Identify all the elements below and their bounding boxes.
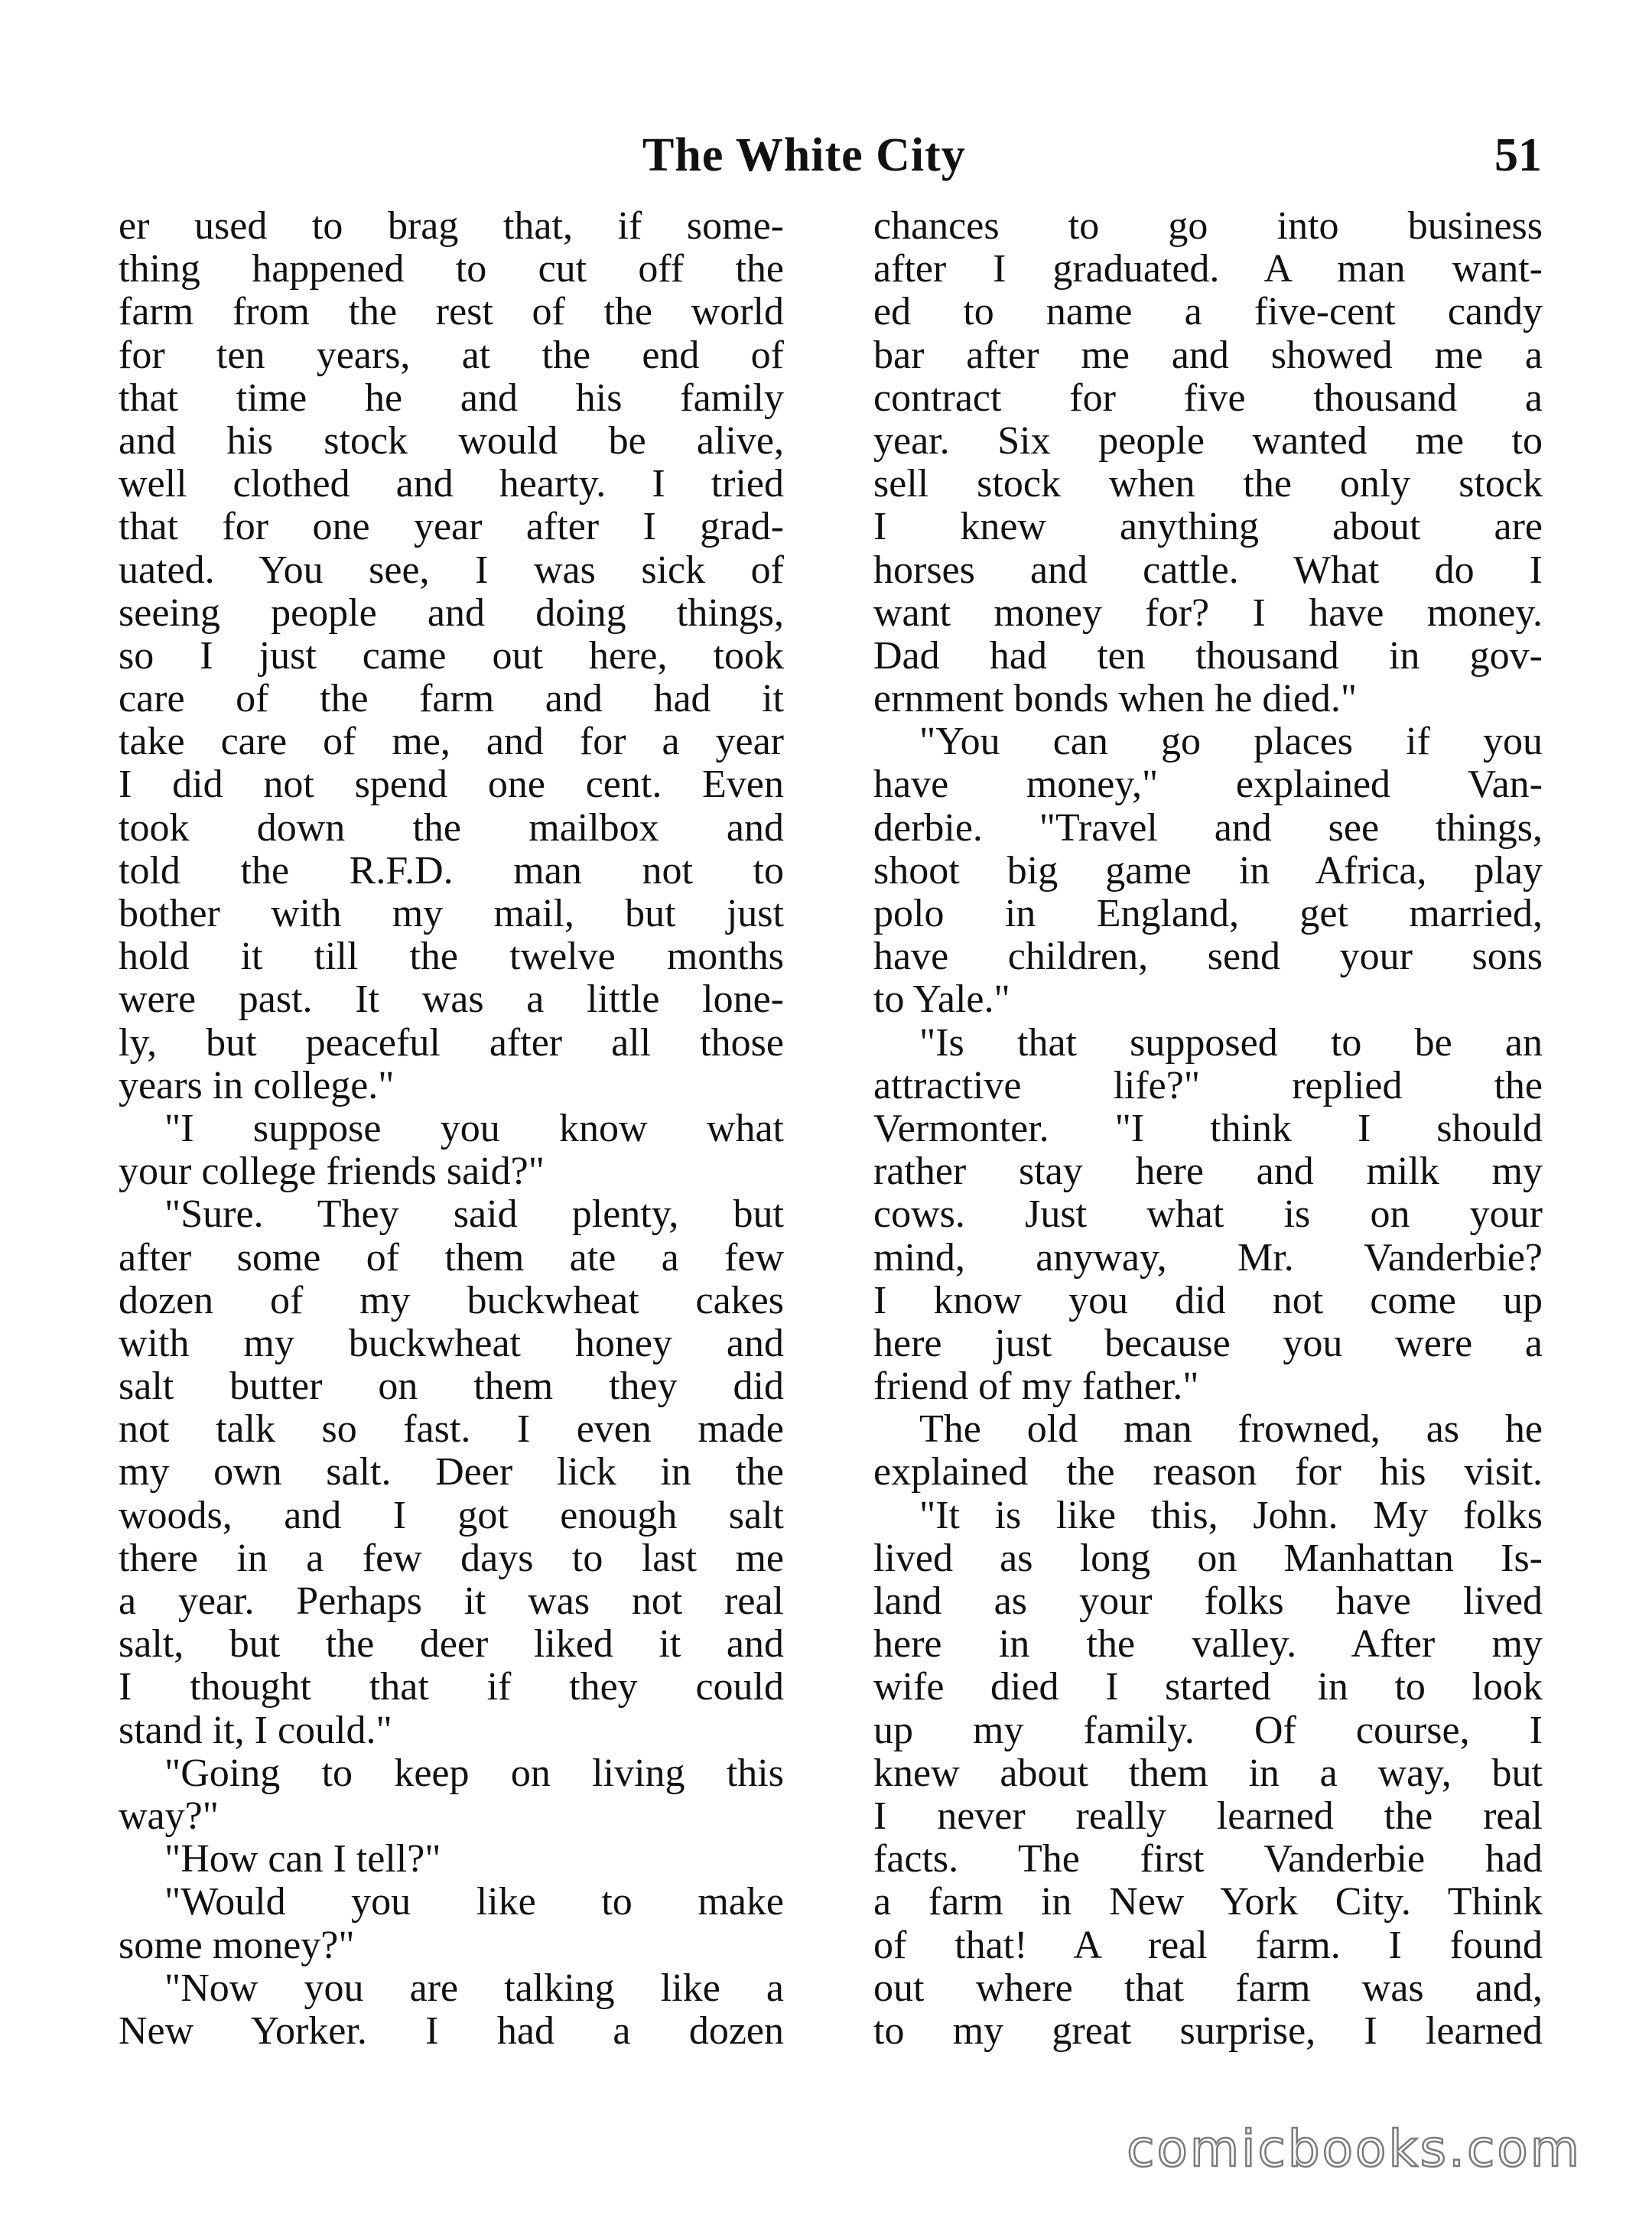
text-line: lived as long on Manhattan Is- (873, 1536, 1543, 1580)
text-line: Dad had ten thousand in gov- (873, 633, 1543, 678)
text-line: took down the mailbox and (119, 805, 784, 850)
text-line: a year. Perhaps it was not real (119, 1579, 784, 1623)
text-line: some money?" (119, 1923, 355, 1967)
text-line: "Sure. They said plenty, but (164, 1192, 784, 1237)
text-line: your college friends said?" (119, 1150, 545, 1194)
text-line: chances to go into business (873, 204, 1543, 248)
text-line: "I suppose you know what (164, 1106, 784, 1150)
text-line: facts. The first Vanderbie had (873, 1837, 1543, 1881)
text-line: told the R.F.D. man not to (119, 848, 784, 893)
page-number: 51 (1494, 129, 1542, 181)
text-line: care of the farm and had it (119, 677, 784, 721)
text-line: here in the valley. After my (873, 1622, 1543, 1667)
text-line: contract for five thousand a (873, 376, 1543, 420)
text-line: salt butter on them they did (119, 1364, 784, 1409)
text-line: farm from the rest of the world (119, 290, 784, 334)
text-line: have children, send your sons (873, 935, 1543, 979)
text-line: my own salt. Deer lick in the (119, 1450, 784, 1494)
text-line: attractive life?" replied the (873, 1063, 1543, 1107)
text-line: for ten years, at the end of (119, 333, 784, 377)
text-line: here just because you were a (873, 1321, 1543, 1365)
text-line: take care of me, and for a year (119, 720, 784, 764)
text-line: ed to name a five-cent candy (873, 290, 1543, 334)
text-line: "It is like this, John. My folks (919, 1493, 1543, 1537)
text-line: "You can go places if you (919, 720, 1543, 764)
text-line: hold it till the twelve months (119, 935, 784, 979)
text-line: up my family. Of course, I (873, 1708, 1543, 1752)
text-line: of that! A real farm. I found (873, 1923, 1543, 1967)
text-line: a farm in New York City. Think (873, 1880, 1543, 1924)
text-line: polo in England, get married, (873, 892, 1543, 935)
text-line: woods, and I got enough salt (119, 1493, 784, 1537)
text-line: stand it, I could." (119, 1708, 392, 1752)
text-line: seeing people and doing things, (119, 590, 784, 635)
text-line: to my great surprise, I learned (873, 2008, 1543, 2053)
running-head: The White City (642, 129, 966, 181)
text-line: there in a few days to last me (119, 1536, 784, 1580)
text-line: Vermonter. "I think I should (873, 1106, 1543, 1150)
text-line: "Now you are talking like a (164, 1966, 784, 2010)
text-line: "How can I tell?" (164, 1837, 441, 1881)
watermark: comicbooks.com (1127, 2119, 1582, 2178)
text-line: that for one year after I grad- (119, 505, 784, 549)
right-column (873, 205, 1543, 2053)
text-line: ernment bonds when he died." (873, 677, 1358, 721)
text-line: horses and cattle. What do I (873, 548, 1543, 592)
text-line: uated. You see, I was sick of (119, 548, 784, 592)
text-line: er used to brag that, if some- (119, 204, 784, 248)
text-line: well clothed and hearty. I tried (119, 462, 784, 506)
text-line: that time he and his family (119, 376, 784, 420)
text-line: derbie. "Travel and see things, (873, 805, 1543, 850)
text-line: so I just came out here, took (119, 633, 784, 678)
text-line: not talk so fast. I even made (119, 1407, 784, 1452)
text-line: friend of my father." (873, 1364, 1199, 1409)
text-line: way?" (119, 1794, 219, 1838)
text-line: I thought that if they could (119, 1665, 784, 1709)
text-line: have money," explained Van- (873, 763, 1543, 807)
text-line: I never really learned the real (873, 1794, 1543, 1838)
text-line: shoot big game in Africa, play (873, 848, 1543, 893)
text-line: bother with my mail, but just (119, 892, 784, 935)
text-line: ly, but peaceful after all those (119, 1020, 784, 1065)
text-line: New Yorker. I had a dozen (119, 2008, 784, 2053)
text-line: years in college." (119, 1063, 395, 1107)
text-line: were past. It was a little lone- (119, 977, 784, 1022)
text-line: I know you did not come up (873, 1278, 1543, 1322)
text-line: "Is that supposed to be an (919, 1020, 1543, 1065)
text-line: dozen of my buckwheat cakes (119, 1278, 784, 1322)
text-line: out where that farm was and, (873, 1966, 1543, 2010)
text-line: bar after me and showed me a (873, 333, 1543, 377)
text-line: to Yale." (873, 977, 1010, 1022)
text-line: after I graduated. A man want- (873, 247, 1543, 291)
text-line: I did not spend one cent. Even (119, 763, 784, 807)
text-line: "Would you like to make (164, 1880, 784, 1924)
text-line: thing happened to cut off the (119, 247, 784, 291)
text-line: land as your folks have lived (873, 1579, 1543, 1623)
left-column (119, 205, 784, 2053)
text-line: I knew anything about are (873, 505, 1543, 549)
text-line: sell stock when the only stock (873, 462, 1543, 506)
text-line: explained the reason for his visit. (873, 1450, 1543, 1494)
text-line: "Going to keep on living this (164, 1751, 784, 1795)
text-line: with my buckwheat honey and (119, 1321, 784, 1365)
text-line: salt, but the deer liked it and (119, 1622, 784, 1667)
text-line: year. Six people wanted me to (873, 418, 1543, 463)
text-line: mind, anyway, Mr. Vanderbie? (873, 1235, 1543, 1280)
text-line: cows. Just what is on your (873, 1192, 1543, 1237)
text-line: after some of them ate a few (119, 1235, 784, 1280)
text-line: rather stay here and milk my (873, 1150, 1543, 1194)
text-line: The old man frowned, as he (919, 1407, 1543, 1452)
text-line: and his stock would be alive, (119, 418, 784, 463)
text-line: wife died I started in to look (873, 1665, 1543, 1709)
text-line: knew about them in a way, but (873, 1751, 1543, 1795)
text-line: want money for? I have money. (873, 590, 1543, 635)
